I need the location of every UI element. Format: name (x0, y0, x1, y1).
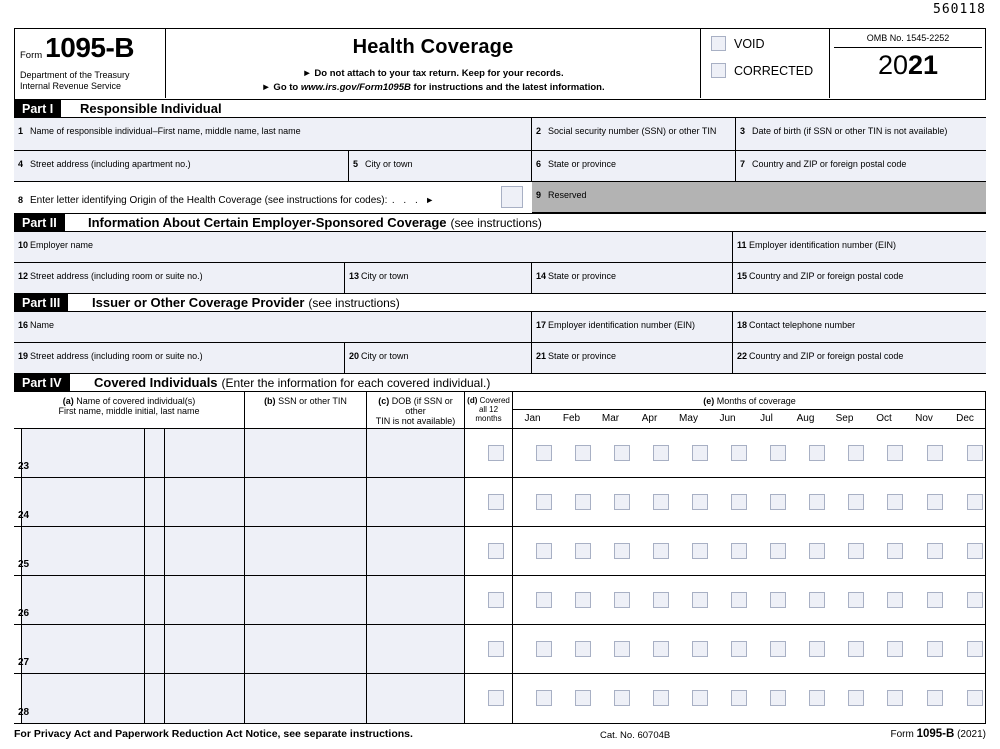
row-25-name-mi[interactable] (145, 527, 165, 575)
goto-suffix: for instructions and the latest information. (410, 82, 605, 93)
row-24-ssn[interactable] (245, 478, 367, 526)
col-c-letter: (c) (378, 396, 390, 406)
row-23-checkbox-dec[interactable] (967, 445, 983, 461)
row-25-checkbox-mar[interactable] (614, 543, 630, 559)
field-8-leader-dots: . . . (391, 195, 421, 206)
month-header-dec: Dec (956, 413, 974, 424)
month-header-apr: Apr (641, 413, 658, 424)
field-10-employer-name[interactable] (14, 232, 733, 263)
row-23-checkbox-all12[interactable] (488, 445, 504, 461)
field-4-number: 4 (18, 159, 24, 169)
field-2-label: Social security number (SSN) or other TIN (548, 126, 717, 136)
col-a-header (14, 392, 245, 429)
row-23-checkbox-may[interactable] (692, 445, 708, 461)
row-26-checkbox-sep[interactable] (848, 592, 864, 608)
row-24-dob[interactable] (367, 478, 465, 526)
row-28-checkbox-feb[interactable] (575, 690, 591, 706)
part2-title-text: Information About Certain Employer-Sponsored Coverage (88, 215, 447, 230)
row-25-checkbox-nov[interactable] (927, 543, 943, 559)
field-14-number: 14 (536, 271, 547, 281)
field-21-number: 21 (536, 351, 547, 361)
footer-form-identifier (890, 728, 986, 740)
field-19-label: Street address (including room or suite no.) (30, 351, 203, 361)
field-13-number: 13 (349, 271, 360, 281)
tax-year-prefix: 20 (877, 50, 908, 80)
field-9-reserved (532, 182, 986, 213)
row-23-number: 23 (18, 461, 30, 472)
col-c-text1: DOB (if SSN or other (389, 396, 453, 416)
col-e-header (513, 392, 986, 410)
month-header-may: May (679, 413, 698, 424)
field-11-number: 11 (737, 240, 747, 250)
row-26-checkbox-may[interactable] (692, 592, 708, 608)
field-18-contact-phone[interactable] (733, 312, 986, 343)
page-title: Health Coverage (352, 36, 514, 58)
field-19-issuer-street[interactable] (14, 343, 345, 373)
table-row[interactable] (14, 527, 986, 576)
col-b-header (245, 392, 367, 429)
row-25-dob[interactable] (367, 527, 465, 575)
row-26-number: 26 (18, 608, 30, 619)
part1-bar (14, 99, 986, 118)
row-23-checkbox-oct[interactable] (887, 445, 903, 461)
part2-title-note: (see instructions) (450, 215, 542, 230)
row-24-name-last[interactable] (165, 478, 245, 526)
department-line-2: Internal Revenue Service (20, 81, 122, 91)
field-8-origin-code[interactable] (14, 182, 532, 213)
table-row[interactable] (14, 674, 986, 724)
field-8-label: Enter letter identifying Origin of the Health Coverage (see instructions for codes): (30, 195, 388, 206)
field-21-issuer-state[interactable] (532, 343, 733, 373)
row-25-name-last[interactable] (165, 527, 245, 575)
part3-bar (14, 293, 986, 312)
row-23-checkbox-jul[interactable] (770, 445, 786, 461)
part2-tag: Part II (14, 214, 65, 231)
row-24-checkbox-jun[interactable] (731, 494, 747, 510)
col-c-header-line1 (367, 396, 464, 416)
goto-prefix: ► Go to (261, 82, 301, 93)
field-9-label: Reserved (548, 190, 587, 200)
field-16-issuer-name[interactable] (14, 312, 532, 343)
table-row[interactable] (14, 429, 986, 478)
part1-title: Responsible Individual (80, 101, 222, 116)
row-25-checkbox-oct[interactable] (887, 543, 903, 559)
row-25-checkbox-apr[interactable] (653, 543, 669, 559)
col-e-text: Months of coverage (714, 396, 796, 406)
row-28-checkbox-may[interactable] (692, 690, 708, 706)
field-7-label: Country and ZIP or foreign postal code (752, 159, 907, 169)
row-23-dob[interactable] (367, 429, 465, 477)
omb-number: OMB No. 1545-2252 (866, 33, 950, 43)
field-7-country-zip[interactable] (736, 151, 986, 182)
field-19-number: 19 (18, 351, 29, 361)
field-20-label: City or town (361, 351, 409, 361)
month-header-oct: Oct (876, 413, 892, 424)
field-20-issuer-city[interactable] (345, 343, 532, 373)
col-c-header-line2: TIN is not available) (375, 416, 456, 426)
row-24-checkbox-oct[interactable] (887, 494, 903, 510)
row-28-checkbox-jan[interactable] (536, 690, 552, 706)
row-23-checkbox-feb[interactable] (575, 445, 591, 461)
row-28-checkbox-sep[interactable] (848, 690, 864, 706)
row-24-checkbox-jan[interactable] (536, 494, 552, 510)
field-17-number: 17 (536, 320, 547, 330)
field-18-number: 18 (737, 320, 748, 330)
part2-bar (14, 213, 986, 232)
row-25-ssn[interactable] (245, 527, 367, 575)
field-6-number: 6 (536, 159, 542, 169)
row-28-checkbox-mar[interactable] (614, 690, 630, 706)
form-word-label: Form (20, 50, 43, 61)
col-b-text: SSN or other TIN (275, 396, 347, 406)
field-13-label: City or town (361, 271, 409, 281)
row-24-checkbox-jul[interactable] (770, 494, 786, 510)
irs-url-link[interactable]: www.irs.gov/Form1095B (300, 82, 411, 93)
field-11-employer-ein[interactable] (733, 232, 986, 263)
field-9-number: 9 (536, 190, 542, 200)
row-27-checkbox-aug[interactable] (809, 641, 825, 657)
field-1-number: 1 (18, 126, 24, 136)
row-23-name-mi[interactable] (145, 429, 165, 477)
row-24-name-first[interactable] (22, 478, 145, 526)
field-15-number: 15 (737, 271, 748, 281)
row-24-checkbox-may[interactable] (692, 494, 708, 510)
row-28-name-mi[interactable] (145, 674, 165, 723)
row-23-name-first[interactable] (22, 429, 145, 477)
table-row[interactable] (14, 478, 986, 527)
field-5-number: 5 (353, 159, 359, 169)
corrected-checkbox[interactable] (711, 63, 726, 78)
row-26-checkbox-feb[interactable] (575, 592, 591, 608)
title-subline-1: ► Do not attach to your tax return. Keep for your records. (302, 68, 564, 79)
row-27-checkbox-all12[interactable] (488, 641, 504, 657)
month-header-jul: Jul (760, 413, 773, 424)
row-27-checkbox-jul[interactable] (770, 641, 786, 657)
void-label: VOID (734, 36, 765, 51)
row-25-number: 25 (18, 559, 30, 570)
row-25-checkbox-may[interactable] (692, 543, 708, 559)
row-26-dob[interactable] (367, 576, 465, 624)
field-6-label: State or province (548, 159, 617, 169)
row-23-name-last[interactable] (165, 429, 245, 477)
field-5-label: City or town (365, 159, 413, 169)
row-26-name-first[interactable] (22, 576, 145, 624)
row-27-checkbox-sep[interactable] (848, 641, 864, 657)
field-5-city[interactable] (349, 151, 532, 182)
row-27-dob[interactable] (367, 625, 465, 673)
row-25-checkbox-dec[interactable] (967, 543, 983, 559)
part4-title-note: (Enter the information for each covered individual.) (221, 375, 491, 390)
col-e-letter: (e) (703, 396, 715, 406)
field-14-employer-state[interactable] (532, 263, 733, 294)
row-26-checkbox-all12[interactable] (488, 592, 504, 608)
corrected-label: CORRECTED (734, 63, 814, 78)
row-28-name-first[interactable] (22, 674, 145, 723)
field-22-label: Country and ZIP or foreign postal code (749, 351, 904, 361)
row-27-checkbox-oct[interactable] (887, 641, 903, 657)
row-27-checkbox-may[interactable] (692, 641, 708, 657)
row-28-ssn[interactable] (245, 674, 367, 723)
field-12-employer-street[interactable] (14, 263, 345, 294)
title-subline-2 (166, 82, 700, 93)
row-24-checkbox-nov[interactable] (927, 494, 943, 510)
row-26-checkbox-aug[interactable] (809, 592, 825, 608)
field-8-code-input[interactable] (501, 186, 523, 208)
row-27-checkbox-mar[interactable] (614, 641, 630, 657)
part1-tag: Part I (14, 100, 61, 117)
field-11-label: Employer identification number (EIN) (749, 240, 897, 250)
field-3-dob[interactable] (736, 118, 986, 151)
row-23-ssn[interactable] (245, 429, 367, 477)
row-26-checkbox-jan[interactable] (536, 592, 552, 608)
row-25-checkbox-all12[interactable] (488, 543, 504, 559)
col-d-letter: (d) (467, 396, 478, 405)
row-28-checkbox-aug[interactable] (809, 690, 825, 706)
month-header-aug: Aug (796, 413, 815, 424)
field-1-label: Name of responsible individual–First name, middle name, last name (30, 126, 301, 136)
row-27-number: 27 (18, 657, 30, 668)
footer-form-number: 1095-B (916, 728, 955, 740)
month-header-mar: Mar (601, 413, 620, 424)
col-a-letter: (a) (62, 396, 74, 406)
field-10-label: Employer name (30, 240, 94, 250)
col-d-text1: Covered (477, 396, 510, 405)
corrected-row[interactable] (711, 63, 829, 78)
department-block (20, 70, 160, 92)
row-25-checkbox-sep[interactable] (848, 543, 864, 559)
row-26-checkbox-apr[interactable] (653, 592, 669, 608)
month-header-feb: Feb (562, 413, 581, 424)
field-18-label: Contact telephone number (749, 320, 856, 330)
field-15-label: Country and ZIP or foreign postal code (749, 271, 904, 281)
row-25-checkbox-jan[interactable] (536, 543, 552, 559)
month-header-nov: Nov (915, 413, 933, 424)
form-title-block (166, 28, 700, 98)
col-a-text: Name of covered individual(s) (73, 396, 196, 406)
form-number-label: 1095-B (45, 32, 135, 63)
tax-year (830, 50, 986, 81)
row-26-name-mi[interactable] (145, 576, 165, 624)
row-27-checkbox-feb[interactable] (575, 641, 591, 657)
field-16-label: Name (30, 320, 55, 330)
row-24-checkbox-feb[interactable] (575, 494, 591, 510)
part3-title (92, 294, 400, 311)
field-16-number: 16 (18, 320, 29, 330)
field-3-number: 3 (740, 126, 746, 136)
privacy-act-notice: For Privacy Act and Paperwork Reduction Act Notice, see separate instructions. (14, 728, 413, 740)
row-23-checkbox-sep[interactable] (848, 445, 864, 461)
row-27-checkbox-dec[interactable] (967, 641, 983, 657)
footer-form-year: (2021) (954, 729, 986, 740)
row-26-checkbox-dec[interactable] (967, 592, 983, 608)
void-checkbox[interactable] (711, 36, 726, 51)
row-24-checkbox-mar[interactable] (614, 494, 630, 510)
col-c-header (367, 392, 465, 429)
part4-bar (14, 373, 986, 392)
field-4-label: Street address (including apartment no.) (30, 159, 191, 169)
row-28-checkbox-oct[interactable] (887, 690, 903, 706)
row-27-name-last[interactable] (165, 625, 245, 673)
field-8-number: 8 (18, 195, 24, 205)
form-serial-number: 560118 (933, 2, 986, 17)
row-24-name-mi[interactable] (145, 478, 165, 526)
col-b-letter: (b) (264, 396, 276, 406)
part3-title-note: (see instructions) (308, 295, 400, 310)
row-26-checkbox-oct[interactable] (887, 592, 903, 608)
field-2-ssn[interactable] (532, 118, 736, 151)
field-20-number: 20 (349, 351, 360, 361)
field-22-issuer-country-zip[interactable] (733, 343, 986, 373)
field-22-number: 22 (737, 351, 748, 361)
row-27-checkbox-jan[interactable] (536, 641, 552, 657)
row-23-checkbox-apr[interactable] (653, 445, 669, 461)
footer-form-word: Form (890, 729, 917, 740)
row-26-checkbox-jun[interactable] (731, 592, 747, 608)
form-identity-block (14, 28, 166, 98)
field-4-street-address[interactable] (14, 151, 349, 182)
field-17-label: Employer identification number (EIN) (548, 320, 696, 330)
row-27-checkbox-jun[interactable] (731, 641, 747, 657)
month-header-row (513, 410, 986, 429)
field-12-number: 12 (18, 271, 29, 281)
part3-title-text: Issuer or Other Coverage Provider (92, 295, 305, 310)
row-23-checkbox-nov[interactable] (927, 445, 943, 461)
row-28-name-last[interactable] (165, 674, 245, 723)
month-header-jun: Jun (719, 413, 736, 424)
field-3-label: Date of birth (if SSN or other TIN is not available) (752, 126, 948, 136)
row-27-checkbox-apr[interactable] (653, 641, 669, 657)
row-26-checkbox-mar[interactable] (614, 592, 630, 608)
row-24-checkbox-sep[interactable] (848, 494, 864, 510)
row-28-checkbox-jun[interactable] (731, 690, 747, 706)
row-23-checkbox-jun[interactable] (731, 445, 747, 461)
row-26-checkbox-jul[interactable] (770, 592, 786, 608)
field-8-arrow-icon: ► (425, 195, 435, 205)
row-23-checkbox-aug[interactable] (809, 445, 825, 461)
row-26-name-last[interactable] (165, 576, 245, 624)
col-a-header-line2: First name, middle initial, last name (58, 406, 200, 416)
row-26-ssn[interactable] (245, 576, 367, 624)
field-7-number: 7 (740, 159, 746, 169)
field-12-label: Street address (including room or suite no.) (30, 271, 203, 281)
row-24-checkbox-apr[interactable] (653, 494, 669, 510)
field-21-label: State or province (548, 351, 617, 361)
part4-tag: Part IV (14, 374, 70, 391)
part4-title (94, 374, 490, 391)
row-27-name-first[interactable] (22, 625, 145, 673)
row-23-checkbox-mar[interactable] (614, 445, 630, 461)
row-24-number: 24 (18, 510, 30, 521)
field-15-employer-country-zip[interactable] (733, 263, 986, 294)
row-23-checkbox-jan[interactable] (536, 445, 552, 461)
month-header-sep: Sep (835, 413, 854, 424)
part3-tag: Part III (14, 294, 68, 311)
row-27-ssn[interactable] (245, 625, 367, 673)
col-d-header-line1 (465, 396, 512, 405)
field-17-issuer-ein[interactable] (532, 312, 733, 343)
row-26-checkbox-nov[interactable] (927, 592, 943, 608)
col-a-header-line1 (14, 396, 244, 406)
field-14-label: State or province (548, 271, 617, 281)
row-28-checkbox-dec[interactable] (967, 690, 983, 706)
table-row[interactable] (14, 625, 986, 674)
row-25-checkbox-feb[interactable] (575, 543, 591, 559)
table-row[interactable] (14, 576, 986, 625)
col-d-header (465, 392, 513, 429)
row-27-checkbox-nov[interactable] (927, 641, 943, 657)
field-10-number: 10 (18, 240, 29, 250)
field-1-name-responsible-individual[interactable] (14, 118, 532, 151)
row-28-checkbox-jul[interactable] (770, 690, 786, 706)
row-27-name-mi[interactable] (145, 625, 165, 673)
tax-year-suffix: 21 (908, 50, 939, 80)
col-d-header-line2: all 12 months (475, 405, 502, 423)
row-28-dob[interactable] (367, 674, 465, 723)
department-line-1: Department of the Treasury (20, 70, 130, 80)
row-25-checkbox-aug[interactable] (809, 543, 825, 559)
field-2-number: 2 (536, 126, 542, 136)
row-25-name-first[interactable] (22, 527, 145, 575)
omb-block (830, 28, 986, 98)
row-25-checkbox-jul[interactable] (770, 543, 786, 559)
row-24-checkbox-aug[interactable] (809, 494, 825, 510)
row-24-checkbox-all12[interactable] (488, 494, 504, 510)
field-13-employer-city[interactable] (345, 263, 532, 294)
row-25-checkbox-jun[interactable] (731, 543, 747, 559)
row-28-checkbox-apr[interactable] (653, 690, 669, 706)
void-corrected-block (700, 28, 830, 98)
void-row[interactable] (711, 36, 829, 51)
omb-divider (834, 47, 982, 48)
field-6-state[interactable] (532, 151, 736, 182)
catalog-number: Cat. No. 60704B (600, 730, 671, 741)
month-header-jan: Jan (524, 413, 541, 424)
part2-title (88, 214, 542, 231)
row-24-checkbox-dec[interactable] (967, 494, 983, 510)
row-28-number: 28 (18, 707, 30, 718)
part4-title-text: Covered Individuals (94, 375, 218, 390)
row-28-checkbox-all12[interactable] (488, 690, 504, 706)
col-b-header-line (245, 396, 366, 406)
row-28-checkbox-nov[interactable] (927, 690, 943, 706)
